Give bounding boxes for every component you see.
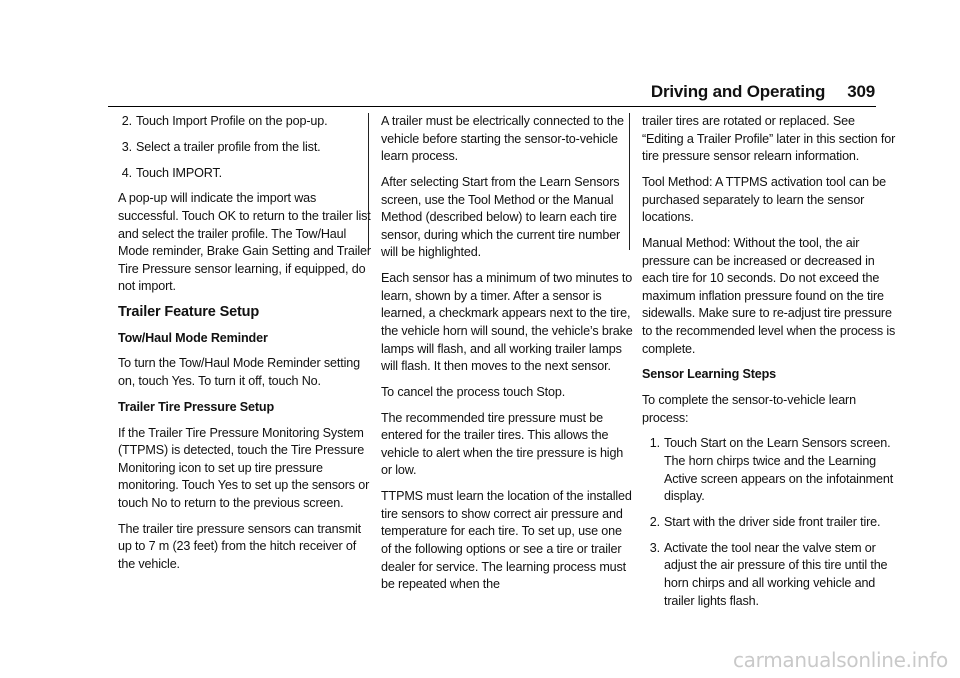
paragraph: To cancel the process touch Stop. <box>381 384 566 399</box>
paragraph: To complete the sensor-to-vehicle learn process: <box>642 393 856 425</box>
section-heading: Trailer Feature Setup <box>118 304 260 321</box>
paragraph: Tool Method: A TTPMS activation tool can be purchased separately to learn the sensor locations. <box>642 174 886 225</box>
step-number: 2. <box>121 114 132 128</box>
list-item <box>118 139 372 157</box>
step-text: Touch Start on the Learn Sensors screen. The horn chirps twice and the Learning Active screen appears on the infotainment display. <box>664 436 894 504</box>
step-text: Touch IMPORT. <box>136 165 223 180</box>
section-title: Driving and Operating <box>650 82 826 101</box>
list-item <box>642 514 896 532</box>
paragraph: To turn the Tow/Haul Mode Reminder setting on, touch Yes. To turn it off, touch No. <box>118 356 360 389</box>
paragraph: trailer tires are rotated or replaced. See “Editing a Trailer Profile” later in this section for tire pressure sensor relearn information. <box>642 114 896 164</box>
step-text: Activate the tool near the valve stem or adjust the air pressure of this tire until the horn chirps and all working vehicle and trailer lights flash. <box>664 540 888 608</box>
header-rule <box>108 106 876 107</box>
step-number: 4. <box>121 165 132 180</box>
step-number: 3. <box>121 139 132 154</box>
paragraph: A pop-up will indicate the import was successful. Touch OK to return to the trailer list and select the trailer profile. The Tow/Haul Mode reminder, Brake Gain Setting and Trailer Tire Pressure sensor learning, if equipped, do not import. <box>118 191 371 294</box>
step-text: Start with the driver side front trailer tire. <box>664 515 881 529</box>
paragraph: TTPMS must learn the location of the installed tire sensors to show correct air pressure and temperature for each tire. To set up, use one of the following options or see a tire or trailer dealer for service. The learning process must be repeated when the <box>381 489 632 592</box>
column-3 <box>642 113 896 618</box>
paragraph: After selecting Start from the Learn Sensors screen, use the Tool Method or the Manual Method (described below) to learn each tire sensor, during which the current tire number will be highlighted. <box>381 174 621 260</box>
paragraph: The recommended tire pressure must be entered for the trailer tires. This allows the vehicle to alert when the tire pressure is high or low. <box>381 410 624 478</box>
step-number: 1. <box>649 436 660 451</box>
subheading: Trailer Tire Pressure Setup <box>118 399 275 414</box>
paragraph: The trailer tire pressure sensors can transmit up to 7 m (23 feet) from the hitch receiver of the vehicle. <box>118 521 361 571</box>
subheading: Sensor Learning Steps <box>642 367 777 382</box>
step-number: 3. <box>649 540 660 555</box>
list-item <box>642 435 896 505</box>
list-item <box>118 165 372 183</box>
column-2 <box>381 113 635 602</box>
list-item <box>118 113 372 131</box>
step-number: 2. <box>649 515 660 529</box>
paragraph: Manual Method: Without the tool, the air pressure can be increased or decreased in each tire for 10 seconds. Do not exceed the maximum inflation pressure found on the tire sidewalls. Make sure to re-adjust tire pressure to the recommended level when the process is complete. <box>642 235 896 356</box>
paragraph: If the Trailer Tire Pressure Monitoring System (TTPMS) is detected, touch the Tire Pressure Monitoring icon to set up tire pressure monitoring. Touch Yes to set up the sensors or touch No to return to the previous screen. <box>118 425 370 510</box>
page-header <box>651 82 875 102</box>
paragraph: Each sensor has a minimum of two minutes to learn, shown by a timer. After a sensor is learned, a checkmark appears next to the tire, the vehicle horn will sound, the vehicle’s brake lamps will flash, and all working trailer lamps will flash. It then moves to the next sensor. <box>381 271 633 374</box>
subheading: Tow/Haul Mode Reminder <box>118 330 268 345</box>
page-number: 309 <box>847 82 875 101</box>
step-text: Touch Import Profile on the pop-up. <box>136 114 328 128</box>
list-item <box>642 540 896 610</box>
step-text: Select a trailer profile from the list. <box>136 139 321 154</box>
paragraph: A trailer must be electrically connected to the vehicle before starting the sensor-to-vehicle learn process. <box>381 114 624 164</box>
column-1 <box>118 113 372 582</box>
watermark: carmanualsonline.info <box>732 648 948 672</box>
